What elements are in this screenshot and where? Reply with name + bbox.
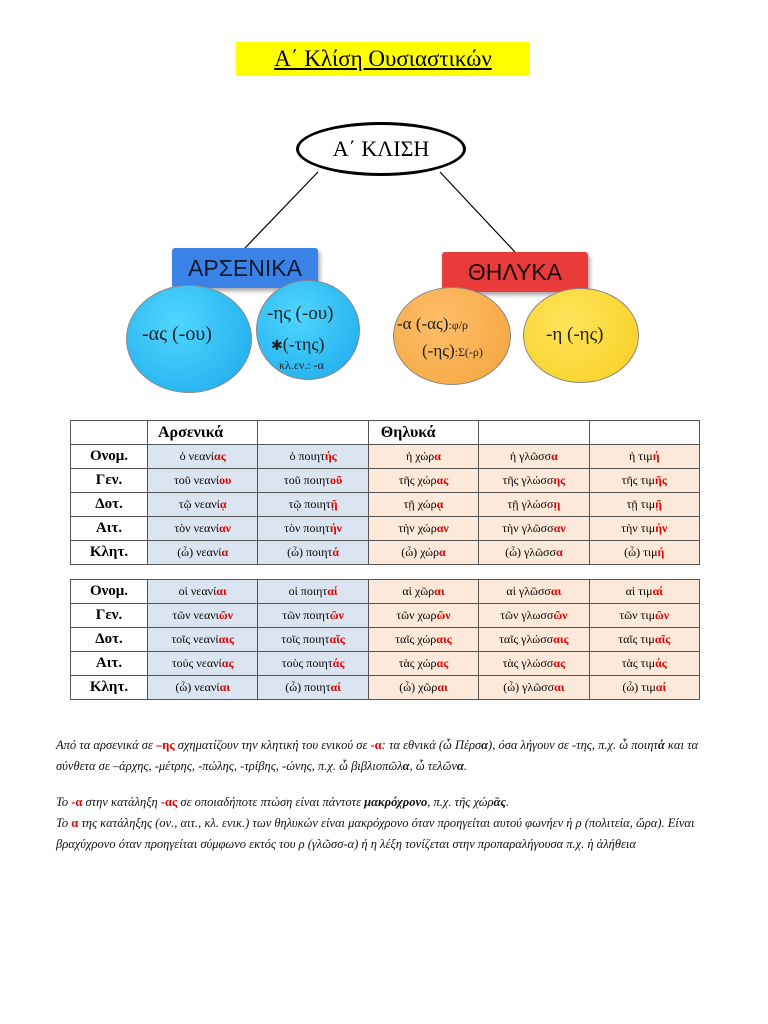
plural-table-wrap <box>70 579 700 700</box>
word-ending: αι <box>550 584 562 598</box>
table-cell <box>148 628 258 652</box>
case-label: Κλητ. <box>71 541 148 565</box>
table-cell <box>258 580 368 604</box>
table-cell <box>148 652 258 676</box>
singular-table <box>70 420 700 565</box>
fem-group-i <box>523 288 639 383</box>
table-cell <box>479 445 589 469</box>
word-ending: ήν <box>329 521 342 535</box>
word-stem: ὁ ποιητ <box>289 449 325 463</box>
table-cell <box>479 604 589 628</box>
word-stem: (ὦ) ποιητ <box>285 680 331 694</box>
word-stem: τῆς γλώσσ <box>502 473 554 487</box>
table-row <box>71 604 700 628</box>
masc-group-as <box>126 285 252 393</box>
header-feminine: Θηλυκά <box>368 421 478 445</box>
word-ending: αί <box>652 584 663 598</box>
word-stem: τῷ νεανί <box>178 497 220 511</box>
word-stem: τοῦ ποιητ <box>283 473 331 487</box>
word-ending: αν <box>436 521 449 535</box>
word-stem: (ὦ) γλῶσσ <box>505 545 556 559</box>
word-ending: ήν <box>655 521 668 535</box>
table-row <box>71 469 700 493</box>
word-ending: αι <box>554 680 565 694</box>
table-cell <box>258 541 368 565</box>
word-stem: τὰς χώρ <box>398 656 437 670</box>
fem-group-a-rule: :φ/ρ <box>448 318 469 332</box>
line-to-masculine <box>245 172 318 248</box>
word-stem: τοῖς ποιητ <box>281 632 330 646</box>
table-cell <box>589 517 699 541</box>
word-ending: άς <box>655 656 667 670</box>
table-cell <box>368 469 478 493</box>
word-stem: τοὺς ποιητ <box>281 656 333 670</box>
word-stem: (ὦ) τιμ <box>624 545 658 559</box>
fem-group-i-label: -η (-ης) <box>546 324 604 345</box>
word-ending: ῶν <box>218 608 234 622</box>
fem-group-is-rule: :Σ(-ρ) <box>454 345 483 359</box>
word-stem: (ὦ) νεανί <box>177 545 222 559</box>
header-masculine: Αρσενικά <box>148 421 258 445</box>
table-cell <box>479 676 589 700</box>
table-cell <box>148 445 258 469</box>
case-label: Γεν. <box>71 469 148 493</box>
word-ending: ῇ <box>655 497 662 511</box>
word-ending: άς <box>332 656 345 670</box>
feminine-box: ΘΗΛΥΚΑ <box>442 252 588 292</box>
table-cell <box>479 517 589 541</box>
table-cell <box>589 604 699 628</box>
table-cell <box>258 469 368 493</box>
root-node: Α΄ ΚΛΙΣΗ <box>296 122 466 176</box>
word-stem: τὰς τιμ <box>621 656 656 670</box>
table-cell <box>589 469 699 493</box>
word-stem: ἡ γλῶσσ <box>509 449 552 463</box>
word-stem: τῶν νεανι <box>172 608 219 622</box>
table-cell <box>258 628 368 652</box>
word-ending: ας <box>436 656 449 670</box>
singular-table-wrap <box>70 420 700 565</box>
word-stem: ἡ χώρ <box>406 449 435 463</box>
word-stem: τῇ τιμ <box>626 497 656 511</box>
word-ending: αῖς <box>654 632 671 646</box>
word-ending: ᾳ <box>436 497 444 511</box>
word-ending: ῃ <box>553 497 561 511</box>
table-cell <box>589 541 699 565</box>
table-cell <box>148 580 258 604</box>
word-stem: ταῖς χώρ <box>395 632 437 646</box>
word-stem: τῇ γλώσσ <box>507 497 554 511</box>
table-cell <box>258 445 368 469</box>
table-cell <box>148 469 258 493</box>
word-ending: ου <box>219 473 232 487</box>
word-ending: α <box>434 449 441 463</box>
word-stem: (ὦ) ποιητ <box>287 545 333 559</box>
word-stem: τῆς χώρ <box>398 473 437 487</box>
singular-table-body <box>71 445 700 565</box>
table-cell <box>258 676 368 700</box>
word-ending: οῦ <box>330 473 343 487</box>
case-label: Ονομ. <box>71 580 148 604</box>
table-cell <box>258 604 368 628</box>
word-ending: αν <box>553 521 566 535</box>
table-row <box>71 580 700 604</box>
word-ending: ας <box>436 473 449 487</box>
declension-diagram <box>0 100 768 410</box>
word-stem: οἱ ποιητ <box>288 584 328 598</box>
word-stem: τῶν γλωσσ <box>500 608 554 622</box>
word-stem: τῶν ποιητ <box>282 608 330 622</box>
word-stem: τῶν τιμ <box>619 608 656 622</box>
table-cell <box>589 652 699 676</box>
table-row <box>71 445 700 469</box>
plural-table <box>70 579 700 700</box>
word-ending: α <box>439 545 446 559</box>
word-ending: ῶν <box>553 608 568 622</box>
singular-header-row <box>71 421 700 445</box>
fem-group-is-ending: (-ης) <box>422 341 455 360</box>
word-stem: ταῖς τιμ <box>618 632 655 646</box>
word-stem: (ὦ) χῶρ <box>399 680 438 694</box>
word-ending: αις <box>553 632 569 646</box>
header-empty-2 <box>258 421 368 445</box>
table-row <box>71 493 700 517</box>
table-cell <box>479 652 589 676</box>
table-cell <box>368 628 478 652</box>
word-ending: α <box>555 545 563 559</box>
word-ending: αι <box>219 680 231 694</box>
word-ending: ῶν <box>436 608 451 622</box>
masculine-box: ΑΡΣΕΝΙΚΑ <box>172 248 318 288</box>
table-row <box>71 652 700 676</box>
word-stem: τοῖς νεανί <box>171 632 219 646</box>
table-cell <box>148 604 258 628</box>
table-cell <box>368 517 478 541</box>
table-cell <box>148 493 258 517</box>
word-ending: ή <box>657 545 665 559</box>
table-cell <box>148 541 258 565</box>
note-long-a: Το -α στην κατάληξη -ας σε οποιαδήποτε πτώση είναι πάντοτε μακρόχρονο, π.χ. τῆς χώρᾱς. <box>56 795 510 809</box>
word-ending: αι <box>437 680 448 694</box>
table-cell <box>589 580 699 604</box>
case-label: Αιτ. <box>71 517 148 541</box>
word-ending: α <box>221 545 229 559</box>
table-cell <box>589 493 699 517</box>
table-cell <box>368 493 478 517</box>
masc-vocative-note: κλ.εν.: -α <box>279 358 324 372</box>
fem-group-a-ending: -α (-ας) <box>397 314 449 333</box>
table-row <box>71 517 700 541</box>
table-cell <box>368 580 478 604</box>
masc-group-tis-label <box>271 334 325 355</box>
word-stem: τούς νεανί <box>171 656 222 670</box>
case-label: Ονομ. <box>71 445 148 469</box>
table-cell <box>479 580 589 604</box>
word-stem: τὰς γλώσσ <box>502 656 554 670</box>
masc-group-is-label: -ης (-ου) <box>267 303 334 324</box>
word-stem: τὴν χώρ <box>398 521 437 535</box>
word-stem: τὸν ποιητ <box>284 521 330 535</box>
word-stem: τῶν χωρ <box>396 608 437 622</box>
fem-group-a-line1 <box>397 314 468 334</box>
masc-group-as-label: -ας (-ου) <box>142 323 212 345</box>
table-cell <box>479 469 589 493</box>
table-cell <box>589 445 699 469</box>
word-ending: ῶν <box>329 608 344 622</box>
word-ending: ᾳ <box>219 497 227 511</box>
table-cell <box>258 493 368 517</box>
page-title: Α΄ Κλίση Ουσιαστικών <box>236 42 530 76</box>
word-ending: αῖς <box>329 632 345 646</box>
word-stem: τοῦ νεανί <box>173 473 220 487</box>
word-ending: αις <box>436 632 452 646</box>
word-stem: ταῖς γλώσσ <box>499 632 554 646</box>
table-row <box>71 628 700 652</box>
table-cell <box>479 541 589 565</box>
table-cell <box>258 652 368 676</box>
header-empty-4 <box>589 421 699 445</box>
table-row <box>71 676 700 700</box>
word-ending: ας <box>553 656 566 670</box>
word-stem: (ὦ) τιμ <box>622 680 656 694</box>
word-ending: ας <box>221 656 234 670</box>
table-row <box>71 541 700 565</box>
word-ending: αι <box>434 584 445 598</box>
word-ending: ά <box>332 545 340 559</box>
table-cell <box>479 628 589 652</box>
word-ending: αν <box>218 521 232 535</box>
word-stem: ὁ νεανί <box>179 449 215 463</box>
note-vocative: Από τα αρσενικά σε –ης σχηματίζουν την κλητική του ενικού σε -α: τα εθνικά (ὦ Πέρσα), όσα λήγουν σε -της, π.χ. ὦ ποιητά και τα σύνθετα σε –άρχης, -μέτρης, -πώλης, -τρίβης, -ώνης, π.χ. ὦ βιβλιοπῶλα, ὦ τελῶνα. <box>56 738 699 773</box>
word-stem: τῇ χώρ <box>403 497 437 511</box>
table-cell <box>368 445 478 469</box>
table-cell <box>368 541 478 565</box>
word-stem: τῷ ποιητ <box>288 497 331 511</box>
word-stem: τὸν νεανί <box>174 521 219 535</box>
word-ending: αί <box>655 680 667 694</box>
word-ending: α <box>551 449 558 463</box>
word-stem: οἱ νεανί <box>178 584 217 598</box>
fem-group-a <box>393 287 511 385</box>
table-cell <box>479 493 589 517</box>
case-label: Αιτ. <box>71 652 148 676</box>
word-ending: ῆς <box>655 473 667 487</box>
plural-table-body <box>71 580 700 700</box>
word-stem: ἡ τιμ <box>628 449 653 463</box>
word-ending: ης <box>553 473 566 487</box>
word-ending: ῶν <box>655 608 670 622</box>
word-ending: αί <box>327 584 338 598</box>
table-cell <box>148 676 258 700</box>
word-ending: ῇ <box>330 497 338 511</box>
notes <box>56 735 716 855</box>
star-icon: ✱ <box>271 339 283 354</box>
table-cell <box>589 676 699 700</box>
table-cell <box>258 517 368 541</box>
header-empty <box>71 421 148 445</box>
case-label: Γεν. <box>71 604 148 628</box>
masc-group-is <box>256 280 360 380</box>
word-stem: αἱ γλῶσσ <box>506 584 551 598</box>
word-stem: τὴν γλῶσσ <box>502 521 554 535</box>
table-cell <box>368 604 478 628</box>
word-stem: τῆς τιμ <box>621 473 655 487</box>
fem-group-a-line2 <box>422 341 483 361</box>
word-stem: (ὦ) γλῶσσ <box>503 680 555 694</box>
table-cell <box>589 628 699 652</box>
word-stem: αἱ τιμ <box>625 584 653 598</box>
word-ending: αί <box>330 680 341 694</box>
word-ending: ας <box>214 449 226 463</box>
word-ending: αι <box>216 584 227 598</box>
header-empty-3 <box>479 421 589 445</box>
case-label: Δοτ. <box>71 628 148 652</box>
table-cell <box>148 517 258 541</box>
word-stem: (ὦ) χώρ <box>401 545 440 559</box>
word-ending: αις <box>218 632 235 646</box>
case-label: Κλητ. <box>71 676 148 700</box>
case-label: Δοτ. <box>71 493 148 517</box>
word-stem: (ὦ) νεανί <box>175 680 220 694</box>
line-to-feminine <box>440 172 515 252</box>
word-stem: αἱ χῶρ <box>402 584 435 598</box>
table-cell <box>368 676 478 700</box>
word-stem: τὴν τιμ <box>621 521 656 535</box>
table-cell <box>368 652 478 676</box>
masc-group-tis-text: (-της) <box>282 334 325 354</box>
note-feminine-a: Το α της κατάληξης (ον., αιτ., κλ. ενικ.) των θηλυκών είναι μακρόχρονο όταν προηγείται αυτού φωνήεν ή ρ (πολιτεία, ὥρα). Είναι βραχύχρονο όταν προηγείται σύμφωνο εκτός του ρ (γλῶσσ-α) ή η λέξη τονίζεται στην προπαραλήγουσα π.χ. ἡ ἀλήθεια <box>56 816 695 851</box>
word-ending: ής <box>324 449 337 463</box>
word-ending: ή <box>652 449 660 463</box>
